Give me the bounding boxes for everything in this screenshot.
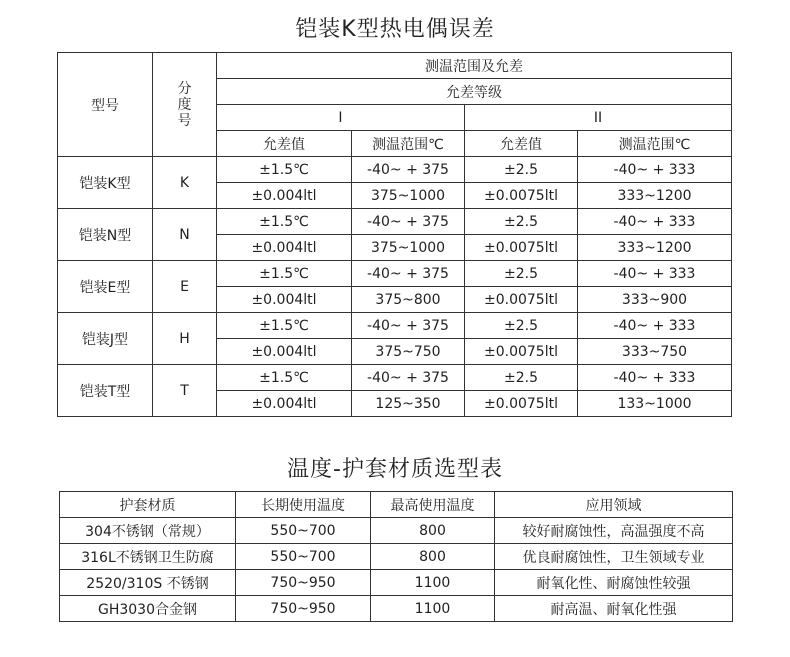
table-row [58, 365, 732, 391]
cell-application: 耐高温、耐氧化性强 [495, 596, 733, 622]
cell-tolerance-2: ±0.0075ltl [465, 183, 578, 209]
table-row [60, 596, 733, 622]
cell-tolerance-2: ±2.5 [465, 157, 578, 183]
cell-sheath-material: 316L不锈钢卫生防腐 [60, 544, 236, 570]
cell-tolerance-1: ±0.004ltl [217, 339, 352, 365]
cell-tolerance-2: ±0.0075ltl [465, 287, 578, 313]
cell-tolerance-2: ±2.5 [465, 313, 578, 339]
cell-range-1: -40~ + 375 [352, 261, 465, 287]
row-model: 铠装E型 [58, 261, 153, 313]
cell-tolerance-2: ±2.5 [465, 261, 578, 287]
row-division: K [153, 157, 217, 209]
table-row [58, 261, 732, 287]
cell-range-1: 375~750 [352, 339, 465, 365]
table-row [60, 518, 733, 544]
table-row [58, 209, 732, 235]
table-row [58, 157, 732, 183]
cell-range-2: -40~ + 333 [578, 365, 732, 391]
cell-tolerance-1: ±1.5℃ [217, 313, 352, 339]
cell-tolerance-2: ±2.5 [465, 365, 578, 391]
cell-max-temp: 800 [371, 518, 495, 544]
cell-range-1: 125~350 [352, 391, 465, 417]
cell-sheath-material: 2520/310S 不锈钢 [60, 570, 236, 596]
header-max-temp: 最高使用温度 [371, 492, 495, 518]
cell-tolerance-1: ±1.5℃ [217, 261, 352, 287]
row-model: 铠装N型 [58, 209, 153, 261]
cell-long-term-temp: 550~700 [236, 544, 371, 570]
cell-range-1: -40~ + 375 [352, 157, 465, 183]
header-division-char: 号 [177, 112, 192, 129]
cell-max-temp: 1100 [371, 596, 495, 622]
row-division: H [153, 313, 217, 365]
cell-long-term-temp: 750~950 [236, 596, 371, 622]
row-division: E [153, 261, 217, 313]
row-division: N [153, 209, 217, 261]
cell-max-temp: 1100 [371, 570, 495, 596]
header-long-term-temp: 长期使用温度 [236, 492, 371, 518]
cell-application: 较好耐腐蚀性，高温强度不高 [495, 518, 733, 544]
cell-sheath-material: 304不锈钢（常规） [60, 518, 236, 544]
cell-tolerance-1: ±1.5℃ [217, 157, 352, 183]
cell-max-temp: 800 [371, 544, 495, 570]
row-division: T [153, 365, 217, 417]
cell-range-1: -40~ + 375 [352, 209, 465, 235]
cell-long-term-temp: 550~700 [236, 518, 371, 544]
cell-tolerance-1: ±0.004ltl [217, 235, 352, 261]
cell-range-1: 375~800 [352, 287, 465, 313]
row-model: 铠装J型 [58, 313, 153, 365]
cell-range-2: 333~750 [578, 339, 732, 365]
cell-range-2: -40~ + 333 [578, 209, 732, 235]
header-sheath-material: 护套材质 [60, 492, 236, 518]
table-row [58, 313, 732, 339]
cell-range-2: 133~1000 [578, 391, 732, 417]
header-tolerance-value: 允差值 [217, 131, 352, 157]
header-division [153, 53, 217, 157]
thermocouple-error-table [57, 52, 732, 417]
cell-range-1: -40~ + 375 [352, 313, 465, 339]
cell-range-1: -40~ + 375 [352, 365, 465, 391]
cell-tolerance-1: ±0.004ltl [217, 183, 352, 209]
cell-range-2: 333~900 [578, 287, 732, 313]
cell-range-2: 333~1200 [578, 183, 732, 209]
cell-application: 优良耐腐蚀性，卫生领域专业 [495, 544, 733, 570]
header-temp-range: 测温范围℃ [352, 131, 465, 157]
cell-tolerance-2: ±0.0075ltl [465, 235, 578, 261]
header-division-char: 分 [177, 80, 192, 97]
table-row [60, 570, 733, 596]
cell-range-1: 375~1000 [352, 183, 465, 209]
cell-tolerance-1: ±1.5℃ [217, 209, 352, 235]
cell-range-2: -40~ + 333 [578, 157, 732, 183]
sheath-material-table [59, 491, 733, 622]
table-row [60, 544, 733, 570]
cell-long-term-temp: 750~950 [236, 570, 371, 596]
cell-application: 耐氧化性、耐腐蚀性较强 [495, 570, 733, 596]
cell-tolerance-1: ±1.5℃ [217, 365, 352, 391]
row-model: 铠装K型 [58, 157, 153, 209]
cell-tolerance-1: ±0.004ltl [217, 391, 352, 417]
cell-tolerance-2: ±2.5 [465, 209, 578, 235]
cell-range-1: 375~1000 [352, 235, 465, 261]
cell-sheath-material: GH3030合金钢 [60, 596, 236, 622]
header-tolerance-class: 允差等级 [217, 79, 732, 105]
header-class-1: I [217, 105, 465, 131]
cell-tolerance-2: ±0.0075ltl [465, 339, 578, 365]
header-tolerance-value: 允差值 [465, 131, 578, 157]
header-temp-range: 测温范围℃ [578, 131, 732, 157]
cell-range-2: 333~1200 [578, 235, 732, 261]
cell-range-2: -40~ + 333 [578, 261, 732, 287]
sheath-material-title: 温度-护套材质选型表 [287, 457, 503, 482]
header-division-char: 度 [177, 96, 192, 113]
cell-tolerance-1: ±0.004ltl [217, 287, 352, 313]
cell-range-2: -40~ + 333 [578, 313, 732, 339]
header-range-tolerance: 测温范围及允差 [217, 53, 732, 79]
thermocouple-error-title: 铠装K型热电偶误差 [295, 17, 495, 42]
header-application: 应用领域 [495, 492, 733, 518]
cell-tolerance-2: ±0.0075ltl [465, 391, 578, 417]
header-model: 型号 [58, 53, 153, 157]
header-class-2: II [465, 105, 732, 131]
row-model: 铠装T型 [58, 365, 153, 417]
